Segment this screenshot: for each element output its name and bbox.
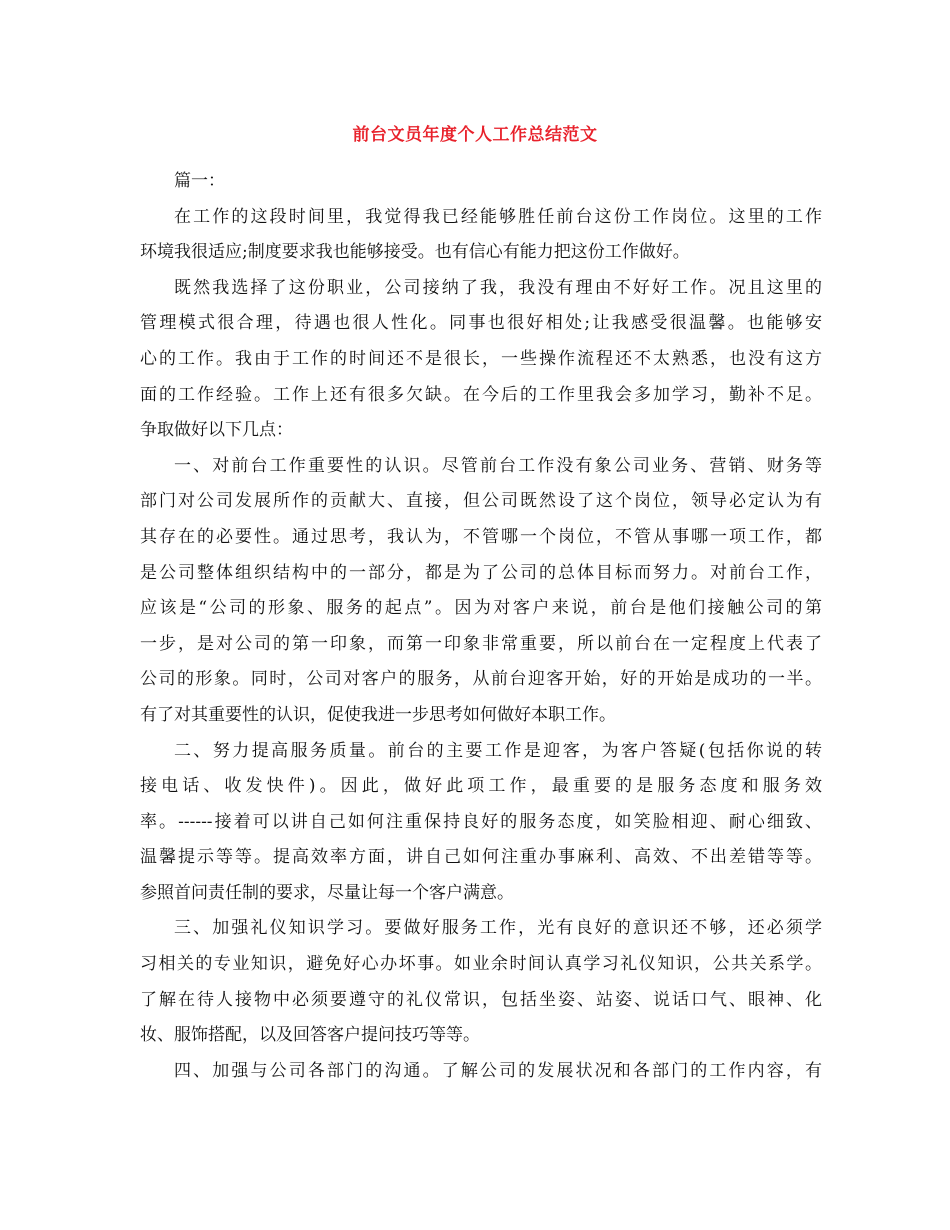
text-line: 了解在待人接物中必须要遵守的礼仪常识，包括坐姿、站姿、说话口气、眼神、化 [140,989,822,1010]
text-line: 心的工作。我由于工作的时间还不是很长，一些操作流程还不太熟悉，也没有这方 [140,348,822,369]
text-line: 管理模式很合理，待遇也很人性化。同事也很好相处;让我感受很温馨。也能够安 [140,313,822,334]
text-line: 是公司整体组织结构中的一部分，都是为了公司的总体目标而努力。对前台工作， [140,562,822,583]
text-line: 四、加强与公司各部门的沟通。了解公司的发展状况和各部门的工作内容，有 [174,1060,822,1081]
text-line: 公司的形象。同时，公司对客户的服务，从前台迎客开始，好的开始是成功的一半。 [140,669,822,690]
text-line: 部门对公司发展所作的贡献大、直接，但公司既然设了这个岗位，领导必定认为有 [140,491,822,512]
text-line: 率。------接着可以讲自己如何注重保持良好的服务态度，如笑脸相迎、耐心细致、 [140,811,822,832]
text-line: 在工作的这段时间里，我觉得我已经能够胜任前台这份工作岗位。这里的工作 [174,206,822,227]
text-line: 二、努力提高服务质量。前台的主要工作是迎客，为客户答疑(包括你说的转 [174,740,822,761]
document-body [140,164,822,1089]
text-line: 争取做好以下几点： [140,420,293,441]
text-line: 温馨提示等等。提高效率方面，讲自己如何注重办事麻利、高效、不出差错等等。 [140,847,822,868]
text-line: 有了对其重要性的认识，促使我进一步思考如何做好本职工作。 [140,704,616,725]
text-line: 其存在的必要性。通过思考，我认为，不管哪一个岗位，不管从事哪一项工作，都 [140,526,822,547]
text-line: 一、对前台工作重要性的认识。尽管前台工作没有象公司业务、营销、财务等 [174,455,822,476]
document-title: 前台文员年度个人工作总结范文 [352,125,598,145]
text-line: 既然我选择了这份职业，公司接纳了我，我没有理由不好好工作。况且这里的 [174,277,822,298]
text-line: 面的工作经验。工作上还有很多欠缺。在今后的工作里我会多加学习，勤补不足。 [140,384,822,405]
text-line: 三、加强礼仪知识学习。要做好服务工作，光有良好的意识还不够，还必须学 [174,918,822,939]
text-line: 接电话、收发快件)。因此，做好此项工作，最重要的是服务态度和服务效 [140,776,822,797]
text-line: 妆、服饰搭配，以及回答客户提问技巧等等。 [140,1025,480,1046]
text-line: 应该是“公司的形象、服务的起点”。因为对客户来说，前台是他们接触公司的第 [140,598,822,619]
text-line: 习相关的专业知识，避免好心办坏事。如业余时间认真学习礼仪知识，公共关系学。 [140,954,822,975]
text-line: 参照首问责任制的要求，尽量让每一个客户满意。 [140,882,514,903]
text-line: 篇一： [174,171,225,191]
text-line: 一步，是对公司的第一印象，而第一印象非常重要，所以前台在一定程度上代表了 [140,633,822,654]
text-line: 环境我很适应;制度要求我也能够接受。也有信心有能力把这份工作做好。 [140,242,690,263]
